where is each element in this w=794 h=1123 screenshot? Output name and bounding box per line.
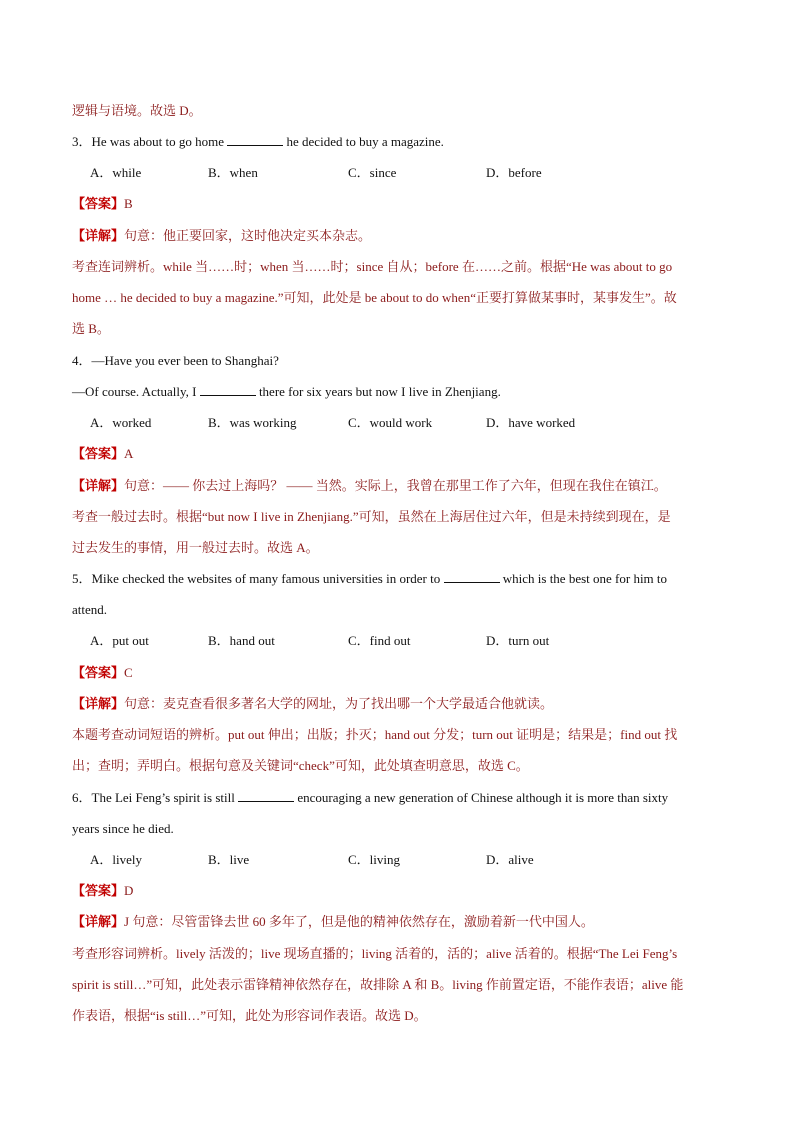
explanation-line: 【详解】句意：麦克查看很多著名大学的网址，为了找出哪一个大学最适合他就读。 (72, 696, 554, 711)
question-3: 3．He was about to go home he decided to buy a magazine. (72, 134, 444, 149)
explanation-line: 【详解】句意：—— 你去过上海吗？ —— 当然。实际上，我曾在那里工作了六年，但现在我住在镇江。 (72, 478, 667, 493)
answer-line (72, 663, 133, 683)
answer-label: 【答案】 (72, 665, 125, 680)
answer-line (72, 194, 133, 214)
explanation-text: 作表语，根据“is still…”可知，此处为形容词作表语。故选 D。 (72, 1008, 427, 1023)
option-d: D．turn out (486, 633, 550, 648)
explanation-line: 【详解】J 句意：尽管雷锋去世 60 多年了，但是他的精神依然存在，激励着新一代中国人。 (72, 914, 594, 929)
answer-blank (238, 789, 294, 802)
explanation-text: 出；查明；弄明白。根据句意及关键词“check”可知，此处填查明意思，故选 C。 (72, 758, 529, 773)
answer-blank (444, 570, 500, 583)
question-4: 4．—Have you ever been to Shanghai? (72, 353, 279, 368)
question-4-line-2: —Of course. Actually, I there for six years but now I live in Zhenjiang. (72, 384, 501, 399)
option-d: D．have worked (486, 415, 576, 430)
option-b: B．when (208, 165, 258, 180)
explanation-line: 【详解】句意：他正要回家，这时他决定买本杂志。 (72, 228, 372, 243)
option-a: A．while (90, 165, 142, 180)
answer-value: D (124, 883, 134, 898)
answer-blank (200, 383, 256, 396)
explanation-text: 考查形容词辨析。lively 活泼的；live 现场直播的；living 活着的，活的；alive 活着的。根据“The Lei Feng’s (72, 946, 678, 961)
explanation-label: 【详解】 (72, 696, 125, 711)
answer-line (72, 881, 133, 901)
option-c: C．find out (348, 633, 411, 648)
question-6: 6．The Lei Feng’s spirit is still encouraging a new generation of Chinese although it is more than sixty (72, 790, 669, 805)
question-5-line-2: attend. (72, 602, 108, 617)
answer-label: 【答案】 (72, 196, 125, 211)
question-5: 5．Mike checked the websites of many famous universities in order to which is the best one for him to (72, 571, 668, 586)
explanation-label: 【详解】 (72, 478, 125, 493)
answer-value: A (124, 446, 134, 461)
explanation-text: 本题考查动词短语的辨析。put out 伸出；出版；扑灭；hand out 分发；turn out 证明是；结果是；find out 找 (72, 727, 678, 742)
explanation-label: 【详解】 (72, 228, 125, 243)
option-d: D．before (486, 165, 542, 180)
explanation-text: 考查连词辨析。while 当……时；when 当……时；since 自从；before 在……之前。根据“He was about to go (72, 259, 673, 274)
answer-label: 【答案】 (72, 446, 125, 461)
option-b: B．live (208, 852, 250, 867)
explanation-text: 过去发生的事情，用一般过去时。故选 A。 (72, 540, 319, 555)
explanation-text: home … he decided to buy a magazine.”可知，此处是 be about to do when“正要打算做某事时，某事发生”。故 (72, 290, 677, 305)
answer-label: 【答案】 (72, 883, 125, 898)
option-c: C．would work (348, 415, 433, 430)
answer-line (72, 444, 133, 464)
option-a: A．worked (90, 415, 152, 430)
explanation-text: 考查一般过去时。根据“but now I live in Zhenjiang.”可知，虽然在上海居住过六年，但是未持续到现在，是 (72, 509, 671, 524)
option-c: C．since (348, 165, 397, 180)
explanation-label: 【详解】 (72, 914, 125, 929)
option-c: C．living (348, 852, 401, 867)
option-a: A．lively (90, 852, 142, 867)
explanation-text: spirit is still…”可知，此处表示雷锋精神依然存在，故排除 A 和 B。living 作前置定语，不能作表语；alive 能 (72, 977, 684, 992)
option-b: B．hand out (208, 633, 275, 648)
option-b: B．was working (208, 415, 297, 430)
option-d: D．alive (486, 852, 534, 867)
answer-value: C (124, 665, 133, 680)
answer-value: B (124, 196, 133, 211)
question-6-line-2: years since he died. (72, 821, 174, 836)
answer-blank (227, 133, 283, 146)
text-line: 逻辑与语境。故选 D。 (72, 103, 202, 118)
option-a: A．put out (90, 633, 149, 648)
explanation-text: 选 B。 (72, 321, 110, 336)
